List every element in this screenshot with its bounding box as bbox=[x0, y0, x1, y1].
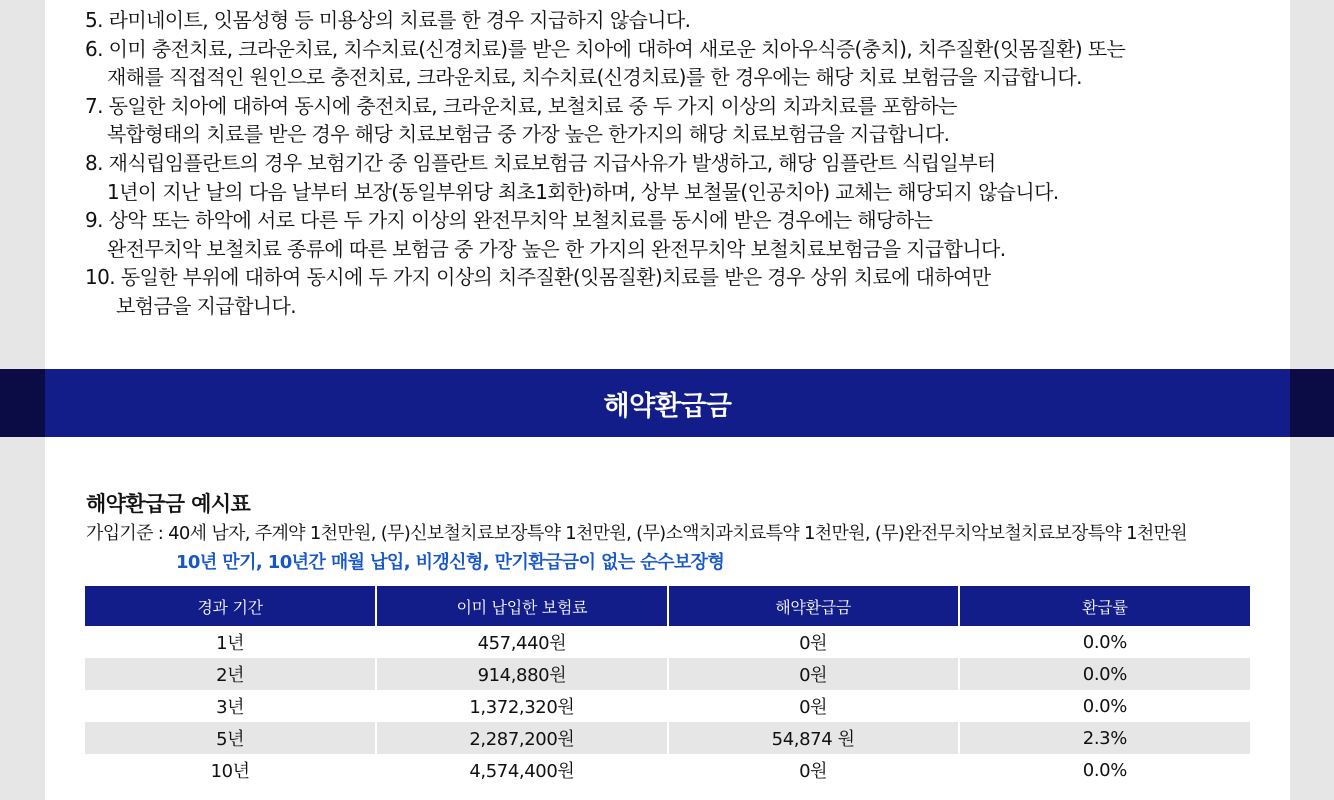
table-row bbox=[85, 722, 1250, 754]
cell-rate: 0.0% bbox=[959, 690, 1250, 722]
cell-period: 3년 bbox=[216, 697, 245, 718]
cell-paid: 457,440원 bbox=[376, 626, 667, 658]
header-elapsed-period: 경과 기간 bbox=[85, 586, 376, 626]
note-line-continued: 재해를 직접적인 원인으로 충전치료, 크라운치료, 치수치료(신경치료)를 한 경우에는 해당 치료 보험금을 지급합니다. bbox=[107, 65, 1082, 90]
notes-list bbox=[85, 6, 1285, 321]
cell-rate: 0.0% bbox=[959, 658, 1250, 690]
cell-period: 5년 bbox=[85, 722, 376, 754]
section-title: 해약환급금 bbox=[603, 390, 732, 422]
header-refund-rate: 환급률 bbox=[959, 586, 1250, 626]
cell-rate: 2.3% bbox=[959, 722, 1250, 754]
header-surrender-refund: 해약환급금 bbox=[668, 586, 959, 626]
note-item-6 bbox=[85, 35, 1285, 92]
cell-period: 2년 bbox=[85, 658, 376, 690]
cell-rate: 0.0% bbox=[959, 626, 1250, 658]
cell-paid: 2,287,200원 bbox=[376, 722, 667, 754]
cell-refund: 0원 bbox=[668, 754, 959, 786]
enrollment-basis: 가입기준 : 40세 남자, 주계약 1천만원, (무)신보철치료보장특약 1천만원, (무)소액치과치료특약 1천만원, (무)완전무치악보철치료보장특약 1천만원 bbox=[86, 523, 1187, 544]
note-line-continued: 복합형태의 치료를 받은 경우 해당 치료보험금 중 가장 높은 한가지의 해당 치료보험금을 지급합니다. bbox=[107, 122, 950, 147]
table-row bbox=[85, 690, 1250, 722]
note-line: 6. 이미 충전치료, 크라운치료, 치수치료(신경치료)를 받은 치아에 대하여 새로운 치아우식증(충치), 치주질환(잇몸질환) 또는 bbox=[85, 36, 1126, 61]
note-item-10 bbox=[85, 263, 1285, 320]
cell-period: 10년 bbox=[210, 761, 250, 782]
note-item-8 bbox=[85, 149, 1285, 206]
cell-paid: 1,372,320원 bbox=[376, 690, 667, 722]
note-line: 10. 동일한 부위에 대하여 동시에 두 가지 이상의 치주질환(잇몸질환)치료를 받은 경우 상위 치료에 대하여만 bbox=[85, 265, 991, 290]
note-line-continued: 1년이 지난 날의 다음 날부터 보장(동일부위당 최초1회한)하며, 상부 보철물(인공치아) 교체는 해당되지 않습니다. bbox=[107, 179, 1059, 204]
table-header-row bbox=[85, 586, 1250, 626]
note-line: 5. 라미네이트, 잇몸성형 등 미용상의 치료를 한 경우 지급하지 않습니다. bbox=[85, 8, 691, 32]
cell-paid: 4,574,400원 bbox=[376, 754, 667, 786]
note-line: 7. 동일한 치아에 대하여 동시에 충전치료, 크라운치료, 보철치료 중 두 가지 이상의 치과치료를 포함하는 bbox=[85, 93, 957, 118]
cell-refund: 0원 bbox=[668, 626, 959, 658]
cell-rate: 0.0% bbox=[959, 754, 1250, 786]
note-line-continued: 완전무치악 보철치료 종류에 따른 보험금 중 가장 높은 한 가지의 완전무치악 보철치료보험금을 지급합니다. bbox=[107, 236, 1006, 261]
note-item-9 bbox=[85, 206, 1285, 263]
cell-period: 1년 bbox=[216, 633, 245, 654]
header-paid-premium: 이미 납입한 보험료 bbox=[376, 586, 667, 626]
table-row bbox=[85, 754, 1250, 786]
example-table-title: 해약환급금 예시표 bbox=[86, 492, 251, 516]
cell-paid: 914,880원 bbox=[376, 658, 667, 690]
table-row bbox=[85, 626, 1250, 658]
note-line: 9. 상악 또는 하악에 서로 다른 두 가지 이상의 완전무치악 보철치료를 동시에 받은 경우에는 해당하는 bbox=[85, 208, 933, 233]
note-item-7 bbox=[85, 92, 1285, 149]
cell-refund: 54,874 원 bbox=[668, 722, 959, 754]
cell-refund: 0원 bbox=[668, 658, 959, 690]
enrollment-condition-highlight: 10년 만기, 10년간 매월 납입, 비갱신형, 만기환급금이 없는 순수보장형 bbox=[176, 552, 725, 573]
section-band bbox=[45, 369, 1290, 437]
note-line: 8. 재식립임플란트의 경우 보험기간 중 임플란트 치료보험금 지급사유가 발생하고, 해당 임플란트 식립일부터 bbox=[85, 150, 996, 175]
note-line-continued: 보험금을 지급합니다. bbox=[116, 293, 296, 318]
cell-refund: 0원 bbox=[668, 690, 959, 722]
table-row bbox=[85, 658, 1250, 690]
refund-table bbox=[85, 586, 1250, 786]
note-item-5 bbox=[85, 6, 1285, 35]
